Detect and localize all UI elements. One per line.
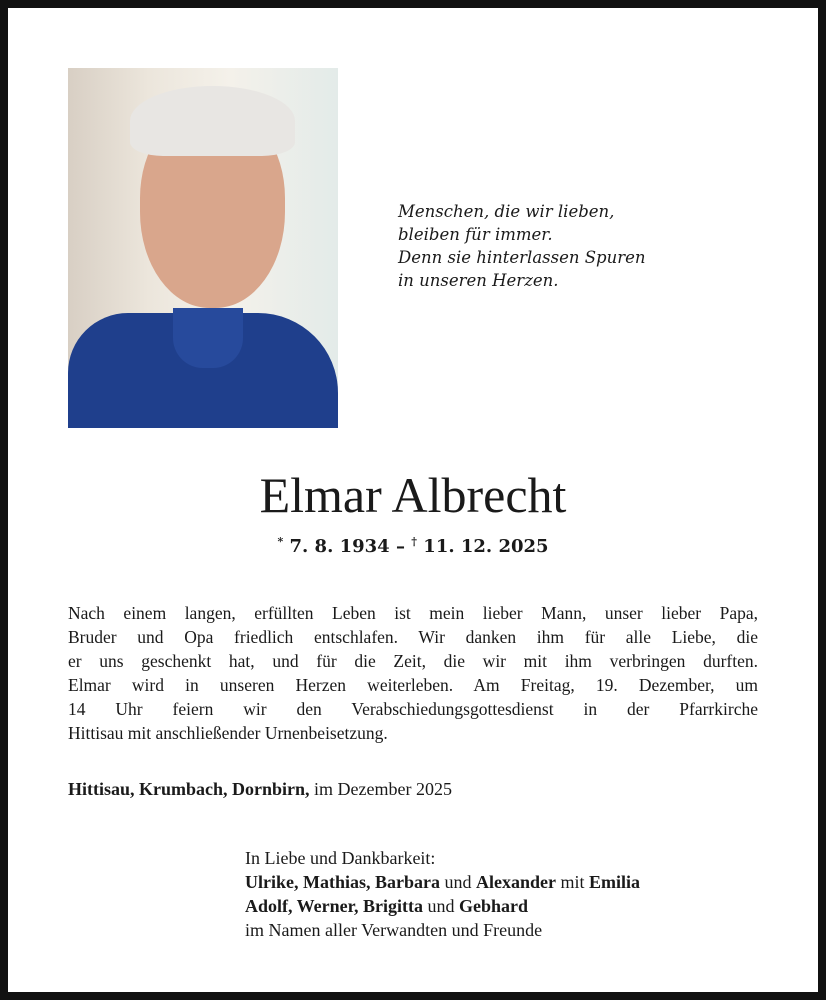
death-date: 11. 12. 2025 xyxy=(423,536,549,557)
signature-block xyxy=(245,846,640,942)
text-line: Bruder und Opa friedlich entschlafen. Wir danken ihm für alle Liebe, die xyxy=(68,627,758,647)
poem-line: in unseren Herzen. xyxy=(398,271,559,290)
photo-collar xyxy=(173,308,243,368)
signature-intro: In Liebe und Dankbarkeit: xyxy=(245,848,436,868)
poem-line: Denn sie hinterlassen Spuren xyxy=(398,248,646,267)
life-dates xyxy=(0,535,826,557)
poem xyxy=(398,200,646,292)
connector: und xyxy=(423,896,459,916)
text-line: Hittisau mit anschließender Urnenbeisetzung. xyxy=(68,723,388,743)
signer-names: Emilia xyxy=(589,872,641,892)
date-separator: – xyxy=(389,536,412,557)
connector: mit xyxy=(556,872,590,892)
date-text: im Dezember 2025 xyxy=(309,779,452,799)
birth-symbol: * xyxy=(277,535,284,548)
signer-names: Adolf, Werner, Brigitta xyxy=(245,896,423,916)
signature-closing: im Namen aller Verwandten und Freunde xyxy=(245,920,543,940)
place-date xyxy=(68,779,452,800)
obituary-text xyxy=(68,601,758,745)
text-line: Elmar wird in unseren Herzen weiterleben. Am Freitag, 19. Dezember, um xyxy=(68,675,758,695)
signature-line-1 xyxy=(245,870,640,894)
poem-line: bleiben für immer. xyxy=(398,225,553,244)
photo-hair xyxy=(130,86,295,156)
signer-names: Alexander xyxy=(476,872,556,892)
deceased-name: Elmar Albrecht xyxy=(259,467,567,523)
connector: und xyxy=(440,872,476,892)
text-line: Nach einem langen, erfüllten Leben ist mein lieber Mann, unser lieber Papa, xyxy=(68,603,758,623)
signature-line-2 xyxy=(245,894,640,918)
birth-date: 7. 8. 1934 xyxy=(289,536,390,557)
signer-names: Gebhard xyxy=(459,896,529,916)
text-line: 14 Uhr feiern wir den Verabschiedungsgottesdienst in der Pfarrkirche xyxy=(68,699,758,719)
text-line: er uns geschenkt hat, und für die Zeit, die wir mit ihm verbringen durften. xyxy=(68,651,758,671)
places: Hittisau, Krumbach, Dornbirn, xyxy=(68,779,310,799)
signer-names: Ulrike, Mathias, Barbara xyxy=(245,872,440,892)
portrait-photo xyxy=(68,68,338,428)
death-symbol: † xyxy=(411,535,418,548)
poem-line: Menschen, die wir lieben, xyxy=(398,202,615,221)
